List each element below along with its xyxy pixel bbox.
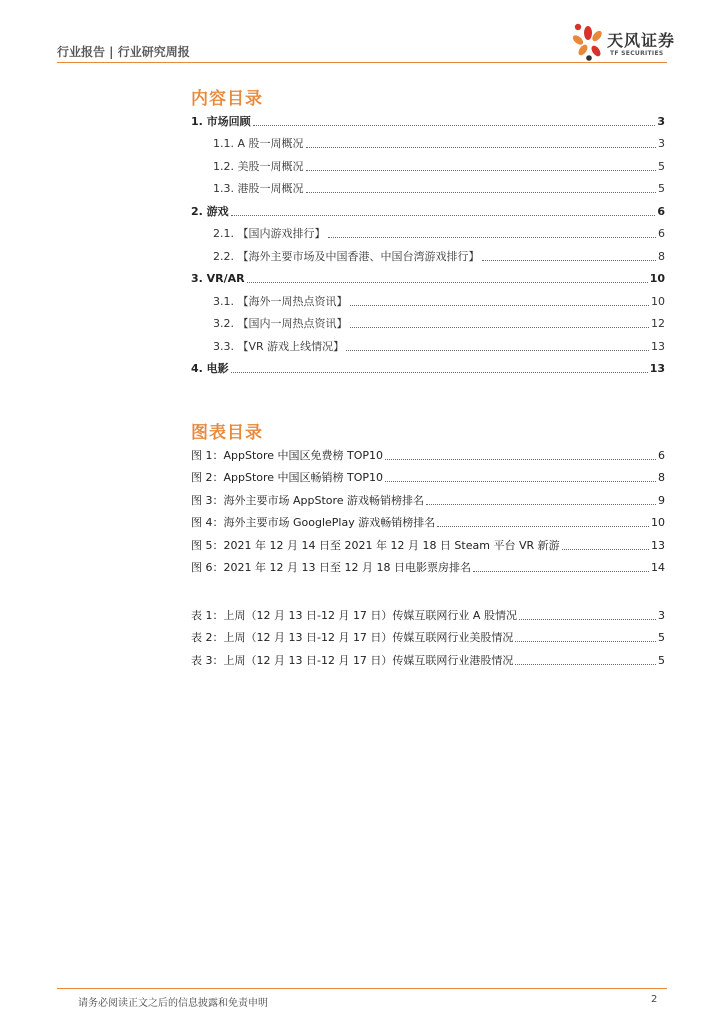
- dot-leader: [515, 664, 656, 665]
- toc-entry-label: 3.1. 【海外一周热点资讯】: [213, 294, 348, 308]
- dot-leader: [482, 260, 657, 261]
- dot-leader: [437, 526, 649, 527]
- toc-entry[interactable]: [191, 286, 665, 309]
- table-entry-label: 表 3：上周（12 月 13 日-12 月 17 日）传媒互联网行业港股情况: [191, 653, 514, 667]
- figure-entry-page: 14: [651, 561, 665, 574]
- table-entry-page: 3: [658, 608, 665, 622]
- figure-entry-label: 图 5：2021 年 12 月 14 日至 2021 年 12 月 18 日 Steam 平台 VR 新游: [191, 538, 560, 552]
- toc-entry[interactable]: [191, 174, 665, 197]
- dot-leader: [247, 282, 648, 283]
- footer-disclaimer: 请务必阅读正文之后的信息披露和免责申明: [78, 998, 268, 1009]
- dot-leader: [306, 192, 657, 193]
- toc-entry[interactable]: [191, 309, 665, 332]
- figure-entry-label: 图 4：海外主要市场 GooglePlay 游戏畅销榜排名: [191, 516, 436, 529]
- brand-name-cn: 天风证券: [607, 31, 676, 50]
- dot-leader: [231, 372, 648, 373]
- table-entry[interactable]: [191, 600, 665, 623]
- toc-entry-page: 3: [658, 137, 665, 150]
- toc-entry-page: 3: [657, 114, 665, 128]
- figure-entry-page: 8: [658, 471, 665, 484]
- figure-entry[interactable]: [191, 508, 665, 531]
- table-entry[interactable]: [191, 623, 665, 646]
- table-entry-label: 表 1：上周（12 月 13 日-12 月 17 日）传媒互联网行业 A 股情况: [191, 608, 517, 622]
- company-logo: [569, 22, 679, 62]
- toc-entry[interactable]: [191, 354, 665, 377]
- figure-entry[interactable]: [191, 530, 665, 553]
- toc-entry[interactable]: [191, 241, 665, 264]
- dot-leader: [350, 305, 650, 306]
- toc-entry-label: 2. 游戏: [191, 204, 229, 218]
- figure-entry[interactable]: [191, 440, 665, 463]
- figure-entry-page: 10: [651, 516, 665, 529]
- table-entry-page: 5: [658, 631, 665, 644]
- toc-entry[interactable]: [191, 196, 665, 219]
- toc-entry-page: 8: [658, 249, 665, 263]
- toc-entry-page: 6: [657, 204, 665, 218]
- toc-entry[interactable]: [191, 219, 665, 242]
- toc-entry-page: 10: [649, 272, 665, 285]
- figure-entry-page: 9: [658, 493, 665, 507]
- toc-entry-label: 3. VR/AR: [191, 272, 245, 285]
- contents-title: 内容目录: [191, 89, 263, 109]
- dot-leader: [350, 327, 650, 328]
- toc-entry[interactable]: [191, 331, 665, 354]
- figure-entry-page: 6: [658, 448, 665, 462]
- table-entry-label: 表 2：上周（12 月 13 日-12 月 17 日）传媒互联网行业美股情况: [191, 631, 514, 644]
- report-category: 行业报告 | 行业研究周报: [57, 45, 190, 59]
- figure-entry-label: 图 3：海外主要市场 AppStore 游戏畅销榜排名: [191, 493, 425, 507]
- figures-title: 图表目录: [191, 423, 263, 443]
- toc-entry-page: 5: [658, 182, 665, 195]
- toc-entry-page: 6: [658, 227, 665, 240]
- toc-entry[interactable]: [191, 264, 665, 287]
- toc-entry-label: 2.2. 【海外主要市场及中国香港、中国台湾游戏排行】: [213, 249, 480, 263]
- contents-list: [191, 106, 665, 376]
- toc-entry[interactable]: [191, 129, 665, 152]
- toc-entry-label: 2.1. 【国内游戏排行】: [213, 227, 326, 240]
- toc-entry-label: 3.2. 【国内一周热点资讯】: [213, 317, 348, 330]
- dot-leader: [385, 459, 656, 460]
- toc-entry-label: 1.1. A 股一周概况: [213, 137, 304, 150]
- footer-divider: [57, 988, 667, 989]
- figure-entry[interactable]: [191, 553, 665, 576]
- dot-leader: [231, 215, 656, 216]
- dot-leader: [519, 619, 656, 620]
- figure-entry-page: 13: [651, 538, 665, 552]
- dot-leader: [385, 481, 656, 482]
- toc-entry-page: 5: [658, 159, 665, 173]
- toc-entry-page: 13: [649, 362, 665, 375]
- page-number: 2: [651, 994, 658, 1005]
- toc-entry-label: 1. 市场回顾: [191, 114, 251, 128]
- figure-entry-label: 图 1：AppStore 中国区免费榜 TOP10: [191, 448, 384, 462]
- figures-list: [191, 440, 665, 575]
- toc-entry-label: 1.3. 港股一周概况: [213, 182, 304, 195]
- toc-entry-page: 13: [651, 339, 665, 353]
- tables-list: [191, 600, 665, 668]
- table-entry[interactable]: [191, 645, 665, 668]
- toc-entry-page: 12: [651, 317, 665, 330]
- figure-entry-label: 图 6：2021 年 12 月 13 日至 12 月 18 日电影票房排名: [191, 561, 471, 574]
- dot-leader: [562, 549, 649, 550]
- toc-entry[interactable]: [191, 151, 665, 174]
- dot-leader: [426, 504, 656, 505]
- dot-leader: [346, 350, 649, 351]
- dot-leader: [253, 125, 656, 126]
- table-entry-page: 5: [658, 653, 665, 667]
- toc-entry-label: 3.3. 【VR 游戏上线情况】: [213, 339, 345, 353]
- toc-entry-label: 4. 电影: [191, 362, 229, 375]
- toc-entry[interactable]: [191, 106, 665, 129]
- toc-entry-label: 1.2. 美股一周概况: [213, 159, 304, 173]
- dot-leader: [306, 170, 657, 171]
- figure-entry[interactable]: [191, 485, 665, 508]
- header-divider: [57, 62, 667, 63]
- figure-entry[interactable]: [191, 463, 665, 486]
- dot-leader: [515, 641, 656, 642]
- dot-leader: [328, 237, 657, 238]
- toc-entry-page: 10: [651, 294, 665, 308]
- figure-entry-label: 图 2：AppStore 中国区畅销榜 TOP10: [191, 471, 384, 484]
- dot-leader: [306, 147, 656, 148]
- logo-petals-icon: [569, 22, 609, 62]
- brand-name-en: TF SECURITIES: [610, 50, 664, 57]
- dot-leader: [473, 571, 649, 572]
